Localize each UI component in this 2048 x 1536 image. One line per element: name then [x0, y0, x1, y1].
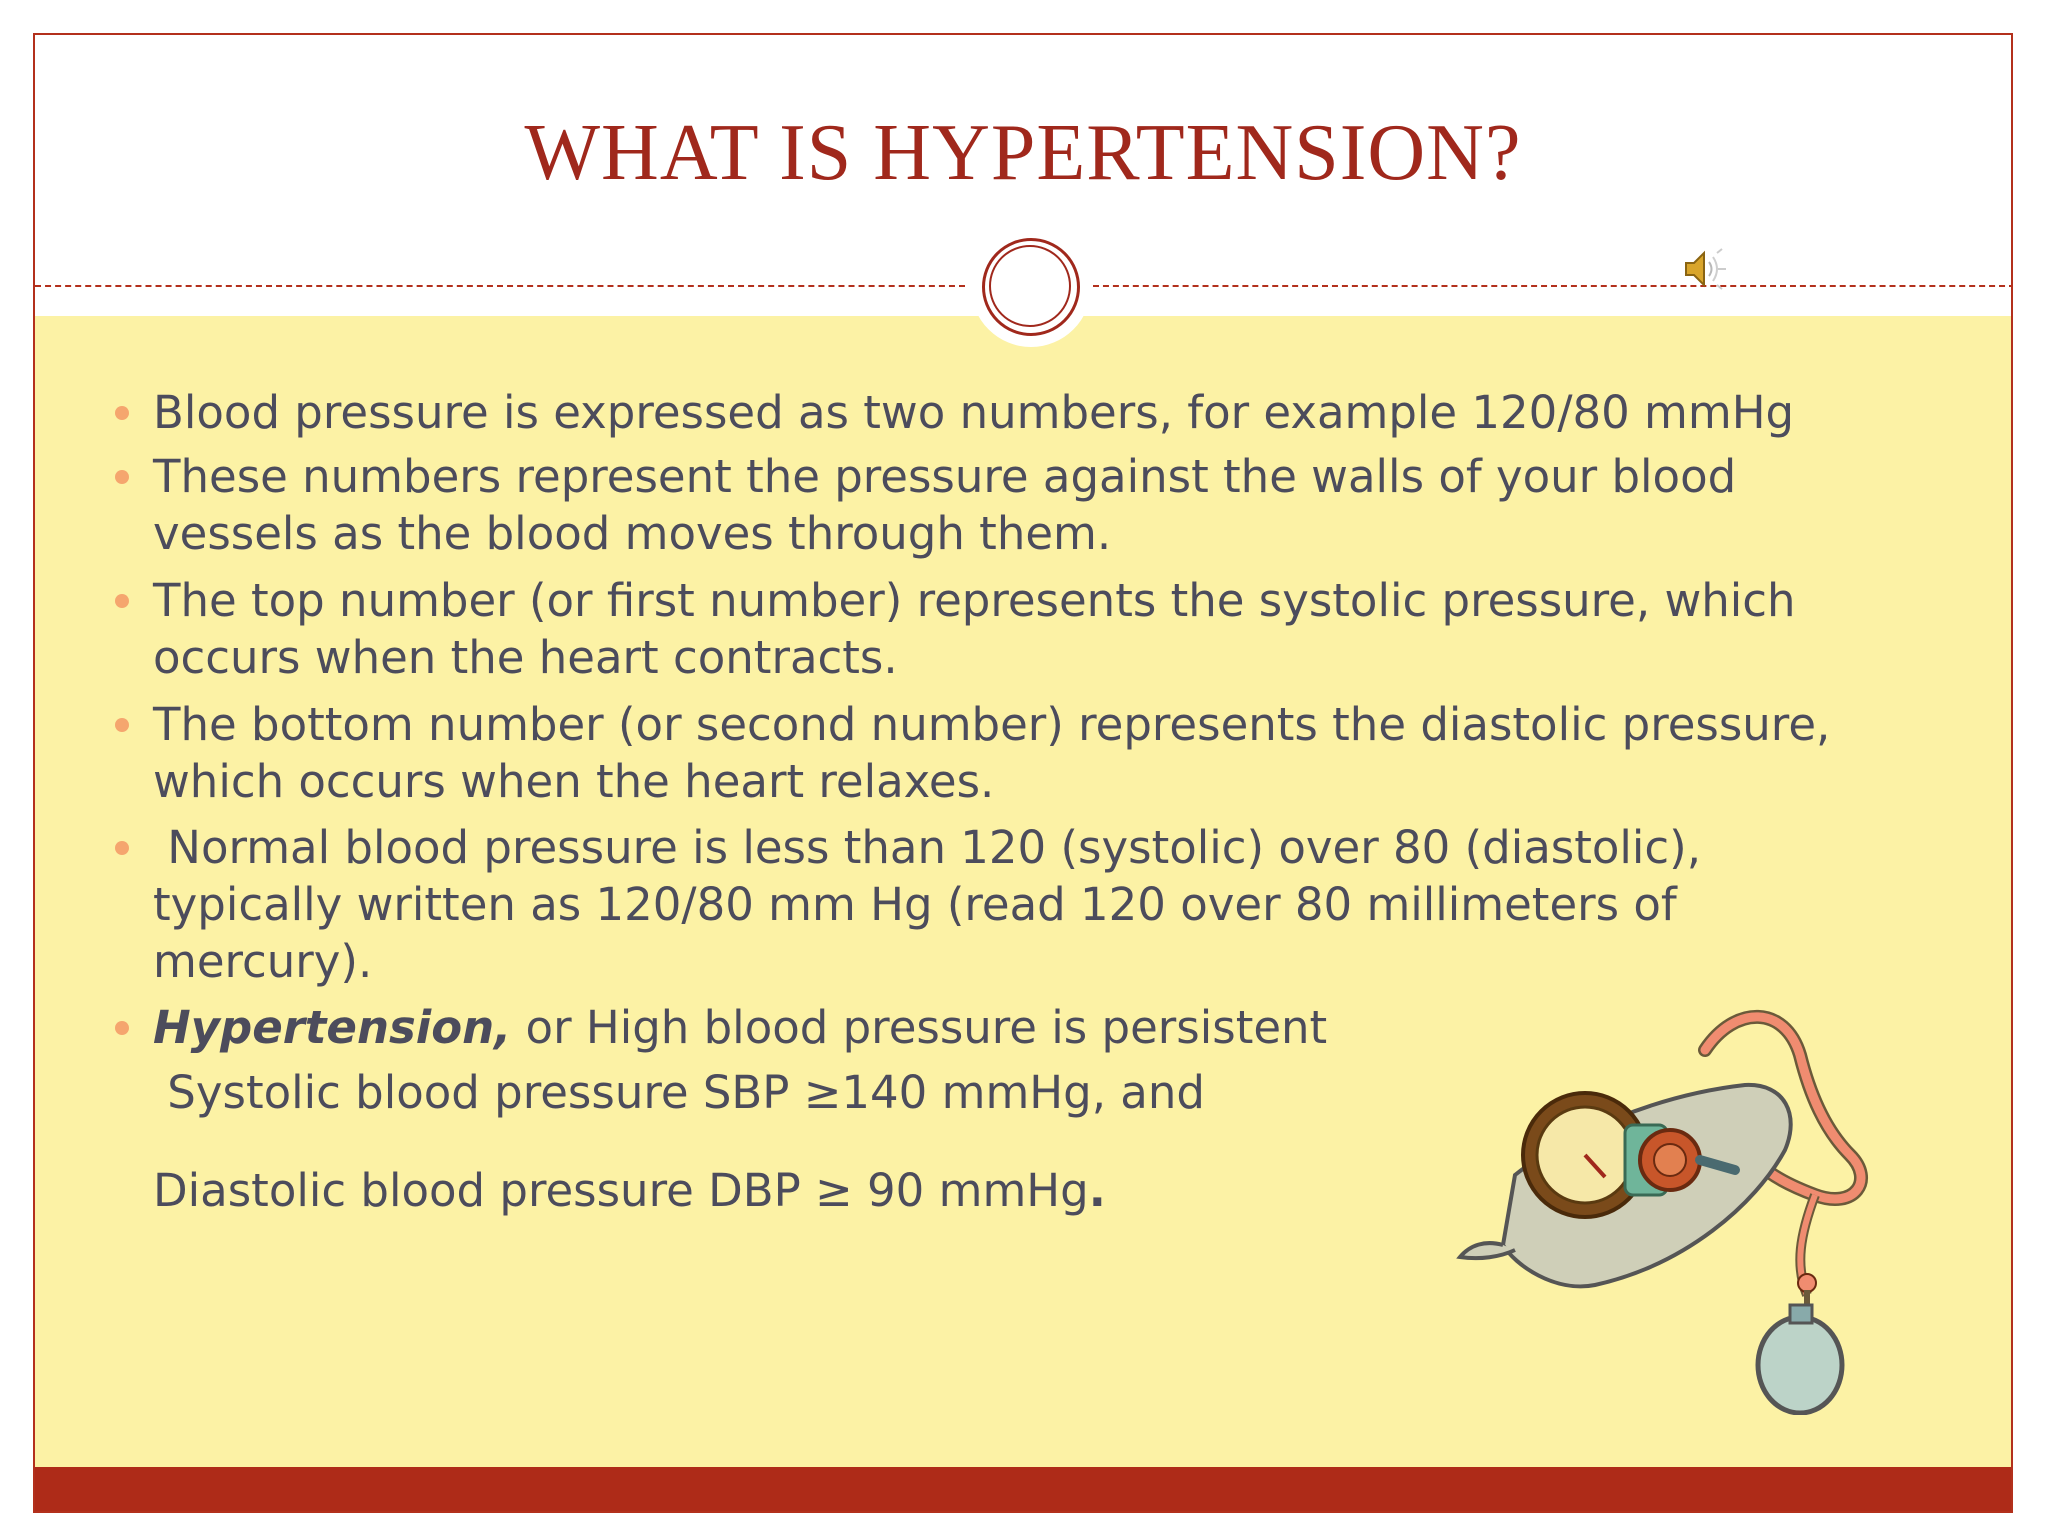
bullet-item	[153, 572, 1973, 686]
hypertension-definition: or High blood pressure is persistent	[511, 1001, 1328, 1054]
title-divider-right	[1093, 285, 2013, 287]
slide	[33, 33, 2013, 1513]
bullet-text-line: The top number (or first number) represents the systolic pressure, which	[153, 574, 1796, 627]
bullet-text-line: occurs when the heart contracts.	[153, 631, 898, 684]
hypertension-term: Hypertension,	[153, 1001, 512, 1054]
bullet-item	[153, 384, 1973, 441]
bullet-text: Blood pressure is expressed as two numbers, for example 120/80 mmHg	[153, 386, 1795, 439]
bullet-text-line: Normal blood pressure is less than 120 (systolic) over 80 (diastolic),	[153, 821, 1701, 874]
ornament-ring-inner	[989, 245, 1071, 327]
slide-title: WHAT IS HYPERTENSION?	[524, 109, 1522, 197]
dbp-threshold-line	[153, 1162, 1106, 1219]
bullet-item	[153, 448, 1973, 562]
bullet-text-line: These numbers represent the pressure against the walls of your blood	[153, 450, 1737, 503]
blood-pressure-monitor-illustration	[1455, 965, 1875, 1415]
speaker-icon[interactable]	[1680, 245, 1730, 295]
bullet-text-line: The bottom number (or second number) represents the diastolic pressure,	[153, 698, 1831, 751]
bullet-dot-icon	[115, 470, 129, 484]
bullet-text-line: vessels as the blood moves through them.	[153, 507, 1112, 560]
bullet-item	[153, 696, 1973, 810]
bullet-dot-icon	[115, 1021, 129, 1035]
bullet-dot-icon	[115, 841, 129, 855]
bullet-text-line: which occurs when the heart relaxes.	[153, 755, 995, 808]
dbp-threshold-text: Diastolic blood pressure DBP ≥ 90 mmHg	[153, 1164, 1089, 1217]
footer-bar	[35, 1467, 2011, 1513]
bullet-text-line: mercury).	[153, 935, 373, 988]
bullet-text-line: typically written as 120/80 mm Hg (read 120 over 80 millimeters of	[153, 878, 1677, 931]
bullet-dot-icon	[115, 406, 129, 420]
bullet-dot-icon	[115, 594, 129, 608]
title-divider-left	[35, 285, 965, 287]
sbp-threshold-line: Systolic blood pressure SBP ≥140 mmHg, and	[153, 1066, 1205, 1119]
title-ornament	[971, 227, 1091, 347]
dbp-threshold-period: .	[1088, 1164, 1106, 1217]
bullet-dot-icon	[115, 718, 129, 732]
